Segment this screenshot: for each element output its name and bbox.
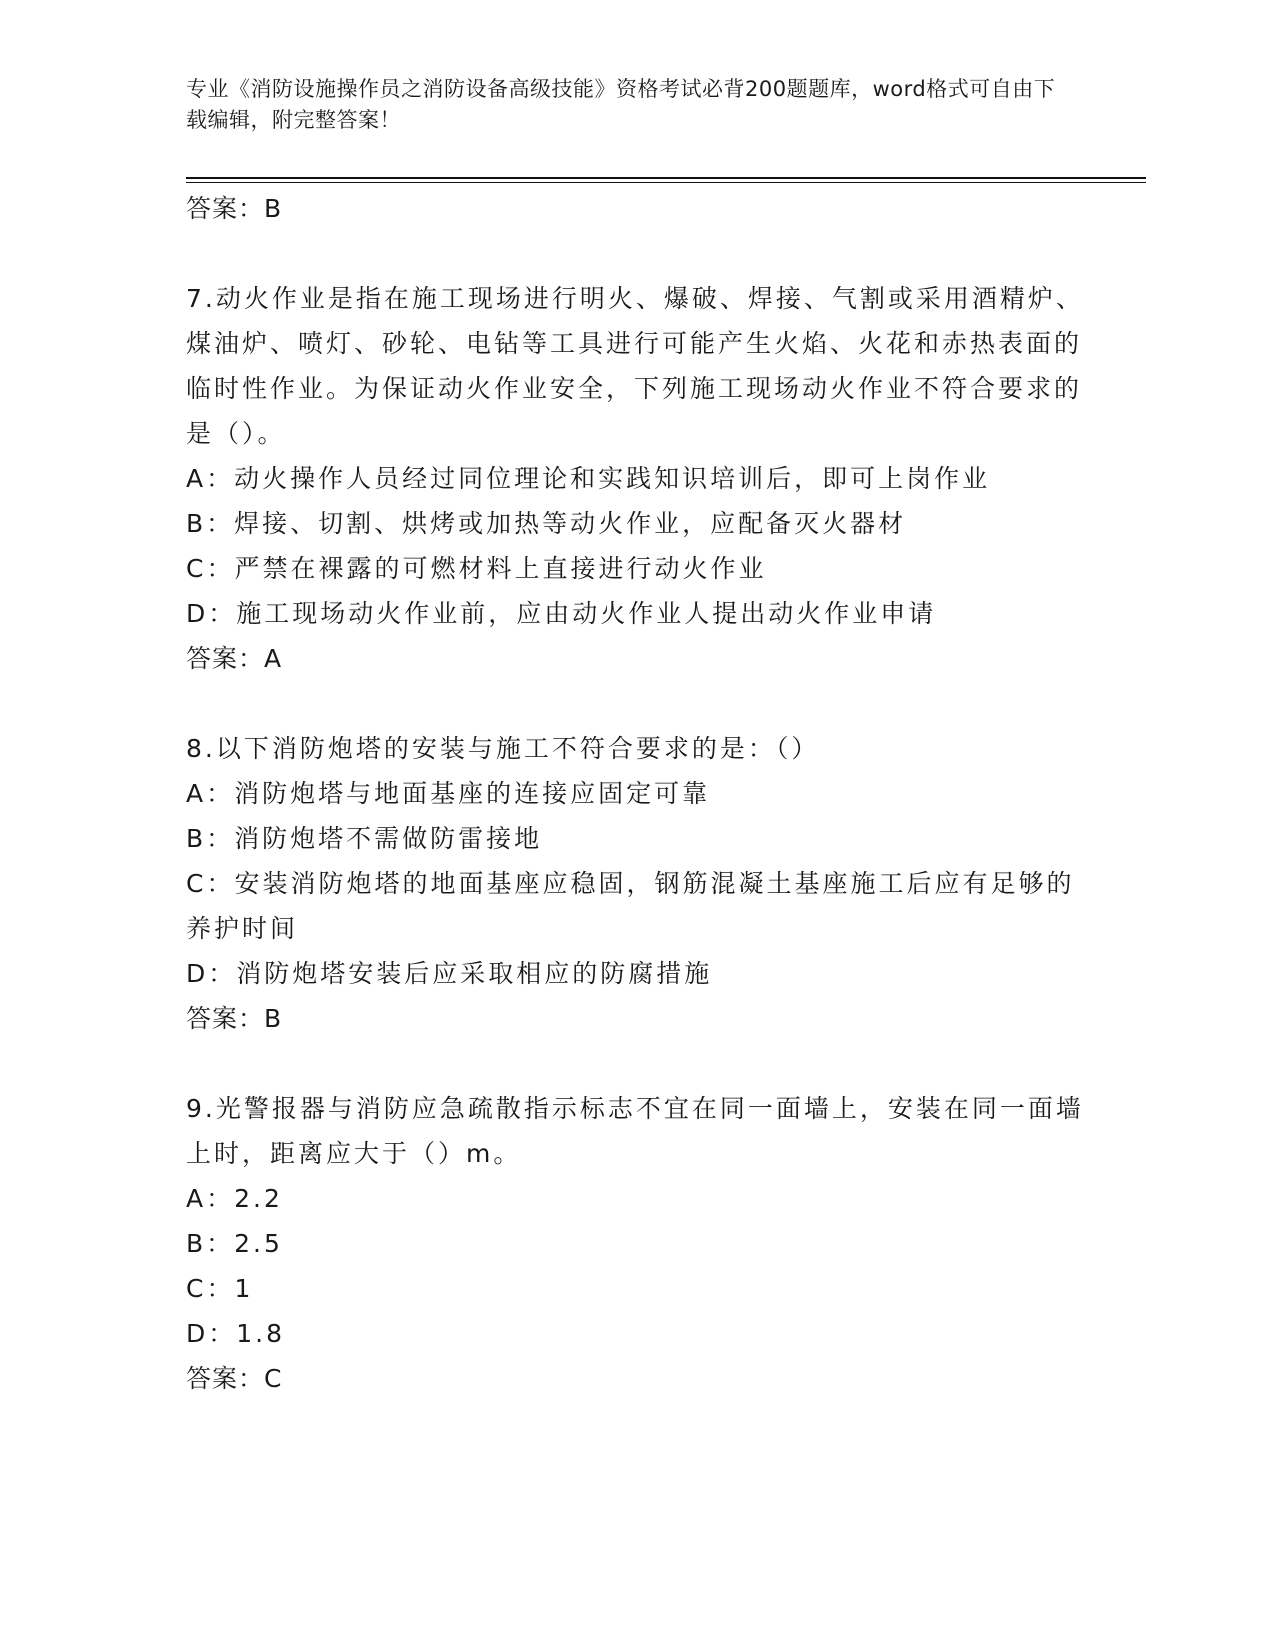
option-b: B：2.5 <box>186 1229 283 1258</box>
option-b: B：焊接、切割、烘烤或加热等动火作业，应配备灭火器材 <box>186 509 907 538</box>
document-body <box>186 186 1086 1401</box>
question-9 <box>186 1086 1086 1401</box>
previous-answer: 答案：B <box>186 194 283 223</box>
question-stem: 8.以下消防炮塔的安装与施工不符合要求的是：（） <box>186 734 820 763</box>
question-stem: 9.光警报器与消防应急疏散指示标志不宜在同一面墙上，安装在同一面墙上时，距离应大于（）m。 <box>186 1094 1084 1168</box>
answer: 答案：A <box>186 644 283 673</box>
option-a: A：2.2 <box>186 1184 283 1213</box>
option-b: B：消防炮塔不需做防雷接地 <box>186 824 543 853</box>
page-header: 专业《消防设施操作员之消防设备高级技能》资格考试必背200题题库，word格式可自由下载编辑，附完整答案！ <box>186 77 1056 132</box>
option-d: D：1.8 <box>186 1319 286 1348</box>
option-d: D：消防炮塔安装后应采取相应的防腐措施 <box>186 959 713 988</box>
question-stem: 7.动火作业是指在施工现场进行明火、爆破、焊接、气割或采用酒精炉、煤油炉、喷灯、砂轮、电钻等工具进行可能产生火焰、火花和赤热表面的临时性作业。为保证动火作业安全，下列施工现场动火作业不符合要求的是（）。 <box>186 284 1084 448</box>
option-a: A：动火操作人员经过同位理论和实践知识培训后，即可上岗作业 <box>186 464 991 493</box>
question-8 <box>186 726 1086 1041</box>
option-c: C：安装消防炮塔的地面基座应稳固，钢筋混凝土基座施工后应有足够的养护时间 <box>186 869 1075 943</box>
header-rule-thick <box>186 177 1146 179</box>
header-rule-thin <box>186 182 1146 183</box>
option-d: D：施工现场动火作业前，应由动火作业人提出动火作业申请 <box>186 599 937 628</box>
answer: 答案：B <box>186 1004 283 1033</box>
answer: 答案：C <box>186 1364 283 1393</box>
question-7 <box>186 276 1086 681</box>
option-a: A：消防炮塔与地面基座的连接应固定可靠 <box>186 779 711 808</box>
option-c: C：1 <box>186 1274 254 1303</box>
option-c: C：严禁在裸露的可燃材料上直接进行动火作业 <box>186 554 767 583</box>
